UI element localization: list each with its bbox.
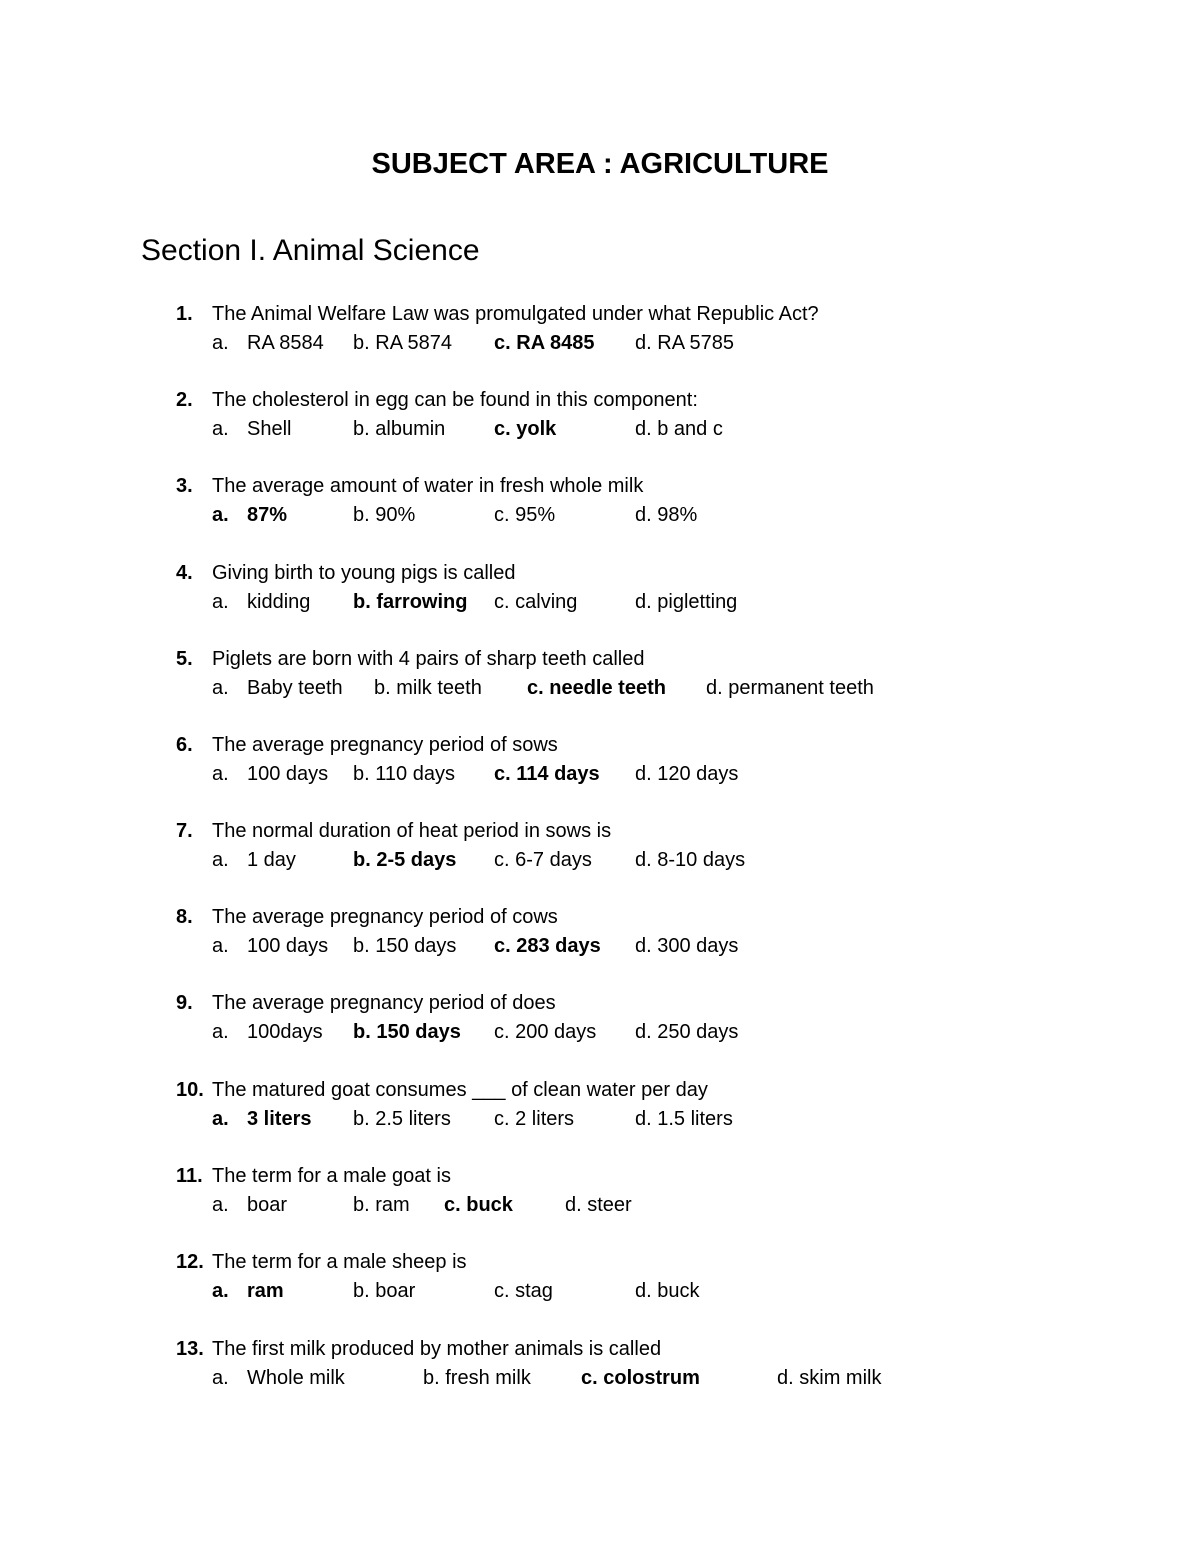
choice-text: steer bbox=[587, 1194, 632, 1216]
answer-choice bbox=[635, 1018, 738, 1046]
answer-choice bbox=[374, 674, 482, 702]
choice-letter: b. bbox=[353, 1021, 371, 1043]
choice-text: 2-5 days bbox=[376, 849, 457, 871]
choice-text: RA 8584 bbox=[247, 332, 324, 354]
choice-letter: c. bbox=[494, 849, 510, 871]
choice-letter: d. bbox=[635, 1280, 652, 1302]
choice-text: 2.5 liters bbox=[375, 1108, 451, 1130]
answer-choice bbox=[212, 1018, 323, 1046]
choice-letter: c. bbox=[494, 1108, 510, 1130]
answer-choice bbox=[353, 415, 445, 443]
choice-letter: c. bbox=[494, 935, 511, 957]
choice-letter: c. bbox=[494, 504, 510, 526]
choice-text: boar bbox=[247, 1194, 288, 1216]
question-text: The average amount of water in fresh whole milk bbox=[212, 475, 644, 497]
choice-letter: a. bbox=[212, 849, 229, 871]
answer-choice bbox=[212, 674, 343, 702]
choice-text: 98% bbox=[657, 504, 698, 526]
answer-choice-correct bbox=[212, 501, 287, 529]
choice-letter: b. bbox=[423, 1367, 440, 1389]
answer-choice bbox=[494, 1018, 596, 1046]
choice-letter: c. bbox=[494, 1280, 510, 1302]
choice-letter: d. bbox=[777, 1367, 794, 1389]
choice-text: 150 days bbox=[376, 1021, 461, 1043]
question-number: 12. bbox=[176, 1251, 204, 1273]
answer-choice bbox=[494, 1105, 574, 1133]
choice-text: 100days bbox=[247, 1021, 323, 1043]
answer-choice bbox=[635, 1105, 733, 1133]
choice-letter: a. bbox=[212, 591, 229, 613]
question-text: The average pregnancy period of cows bbox=[212, 906, 558, 928]
choice-letter: d. bbox=[635, 504, 652, 526]
choice-text: stag bbox=[515, 1280, 553, 1302]
choice-letter: b. bbox=[374, 677, 391, 699]
choice-letter: d. bbox=[635, 935, 652, 957]
question-number: 10. bbox=[176, 1079, 204, 1101]
choice-letter: a. bbox=[212, 763, 229, 785]
answer-choice bbox=[777, 1364, 881, 1392]
answer-choice bbox=[635, 846, 745, 874]
answer-choice bbox=[212, 329, 324, 357]
choice-letter: d. bbox=[635, 418, 652, 440]
choice-letter: d. bbox=[635, 849, 652, 871]
answer-choice bbox=[212, 1191, 287, 1219]
question-number: 3. bbox=[176, 475, 193, 497]
answer-choice bbox=[423, 1364, 531, 1392]
choice-text: pigletting bbox=[657, 591, 738, 613]
question-item bbox=[0, 1076, 1200, 1136]
question-number: 7. bbox=[176, 820, 193, 842]
choice-letter: b. bbox=[353, 935, 370, 957]
choice-letter: d. bbox=[635, 763, 652, 785]
choice-text: RA 8485 bbox=[516, 332, 595, 354]
choice-text: colostrum bbox=[603, 1367, 700, 1389]
answer-choice bbox=[494, 846, 592, 874]
question-item bbox=[0, 472, 1200, 532]
answer-choice-correct bbox=[527, 674, 666, 702]
choice-letter: b. bbox=[353, 332, 370, 354]
answer-choice bbox=[635, 501, 697, 529]
choice-text: ram bbox=[375, 1194, 410, 1216]
choice-text: permanent teeth bbox=[728, 677, 874, 699]
answer-choice-correct bbox=[494, 415, 556, 443]
choice-text: b and c bbox=[657, 418, 723, 440]
question-number: 6. bbox=[176, 734, 193, 756]
choice-text: milk teeth bbox=[396, 677, 482, 699]
answer-choice bbox=[353, 1191, 410, 1219]
answer-choice bbox=[635, 1277, 700, 1305]
choice-letter: a. bbox=[212, 1194, 229, 1216]
choice-text: 87% bbox=[247, 504, 288, 526]
choice-letter: c. bbox=[494, 763, 511, 785]
choice-letter: c. bbox=[444, 1194, 461, 1216]
answer-choice-correct bbox=[353, 846, 456, 874]
choice-text: 100 days bbox=[247, 763, 329, 785]
answer-choice bbox=[212, 846, 296, 874]
choice-letter: d. bbox=[635, 1108, 652, 1130]
choice-letter: b. bbox=[353, 1108, 370, 1130]
question-item bbox=[0, 1248, 1200, 1308]
answer-choice-correct bbox=[212, 1105, 311, 1133]
answer-choice bbox=[494, 501, 555, 529]
question-item bbox=[0, 903, 1200, 963]
choice-letter: b. bbox=[353, 1280, 370, 1302]
question-number: 11. bbox=[176, 1165, 203, 1187]
choice-text: 200 days bbox=[515, 1021, 597, 1043]
choice-letter: c. bbox=[581, 1367, 598, 1389]
choice-text: 8-10 days bbox=[657, 849, 746, 871]
question-item bbox=[0, 386, 1200, 446]
answer-choice-correct bbox=[444, 1191, 513, 1219]
answer-choice-correct bbox=[494, 932, 601, 960]
choice-text: skim milk bbox=[799, 1367, 882, 1389]
choice-letter: a. bbox=[212, 1021, 229, 1043]
choice-text: Whole milk bbox=[247, 1367, 345, 1389]
answer-choice bbox=[212, 588, 310, 616]
answer-choice bbox=[212, 760, 328, 788]
choice-text: 114 days bbox=[516, 763, 600, 785]
question-item bbox=[0, 645, 1200, 705]
choice-text: 2 liters bbox=[515, 1108, 575, 1130]
question-text: The Animal Welfare Law was promulgated under what Republic Act? bbox=[212, 303, 819, 325]
answer-choice bbox=[706, 674, 874, 702]
choice-text: 3 liters bbox=[247, 1108, 312, 1130]
question-text: Piglets are born with 4 pairs of sharp teeth called bbox=[212, 648, 645, 670]
question-number: 9. bbox=[176, 992, 193, 1014]
question-item bbox=[0, 300, 1200, 360]
answer-choice bbox=[212, 932, 328, 960]
choice-text: 95% bbox=[515, 504, 556, 526]
choice-text: ram bbox=[247, 1280, 284, 1302]
answer-choice-correct bbox=[212, 1277, 284, 1305]
choice-text: fresh milk bbox=[445, 1367, 531, 1389]
choice-letter: d. bbox=[635, 591, 652, 613]
choice-text: 110 days bbox=[375, 763, 455, 785]
choice-letter: b. bbox=[353, 1194, 370, 1216]
choice-letter: d. bbox=[565, 1194, 582, 1216]
choice-text: 100 days bbox=[247, 935, 329, 957]
choice-letter: a. bbox=[212, 332, 229, 354]
choice-text: buck bbox=[466, 1194, 513, 1216]
question-number: 1. bbox=[176, 303, 193, 325]
choice-text: calving bbox=[515, 591, 578, 613]
question-number: 2. bbox=[176, 389, 193, 411]
choice-text: 150 days bbox=[375, 935, 457, 957]
section-heading: Section I. Animal Science bbox=[141, 234, 480, 267]
choice-text: 120 days bbox=[657, 763, 739, 785]
question-text: Giving birth to young pigs is called bbox=[212, 562, 516, 584]
question-item bbox=[0, 731, 1200, 791]
choice-text: farrowing bbox=[376, 591, 468, 613]
choice-text: 1.5 liters bbox=[657, 1108, 733, 1130]
choice-text: 90% bbox=[375, 504, 416, 526]
answer-choice bbox=[212, 1364, 345, 1392]
question-text: The normal duration of heat period in sows is bbox=[212, 820, 612, 842]
question-text: The average pregnancy period of does bbox=[212, 992, 556, 1014]
choice-letter: c. bbox=[494, 591, 510, 613]
choice-letter: d. bbox=[635, 1021, 652, 1043]
answer-choice bbox=[353, 760, 455, 788]
question-number: 5. bbox=[176, 648, 193, 670]
choice-letter: a. bbox=[212, 418, 229, 440]
question-item bbox=[0, 989, 1200, 1049]
answer-choice bbox=[635, 329, 734, 357]
choice-letter: a. bbox=[212, 1367, 229, 1389]
choice-letter: b. bbox=[353, 849, 371, 871]
choice-text: 1 day bbox=[247, 849, 296, 871]
choice-letter: b. bbox=[353, 504, 370, 526]
choice-text: RA 5785 bbox=[657, 332, 734, 354]
question-item bbox=[0, 817, 1200, 877]
choice-letter: b. bbox=[353, 418, 370, 440]
answer-choice bbox=[353, 932, 456, 960]
answer-choice bbox=[494, 1277, 553, 1305]
choice-letter: c. bbox=[494, 1021, 510, 1043]
choice-text: 6-7 days bbox=[515, 849, 592, 871]
choice-text: 250 days bbox=[657, 1021, 739, 1043]
choice-text: kidding bbox=[247, 591, 311, 613]
choice-letter: a. bbox=[212, 1280, 229, 1302]
question-text: The term for a male goat is bbox=[212, 1165, 451, 1187]
answer-choice bbox=[494, 588, 577, 616]
choice-text: Baby teeth bbox=[247, 677, 343, 699]
answer-choice bbox=[635, 415, 723, 443]
choice-text: yolk bbox=[516, 418, 557, 440]
choice-text: buck bbox=[657, 1280, 700, 1302]
choice-text: 283 days bbox=[516, 935, 601, 957]
answer-choice bbox=[565, 1191, 632, 1219]
question-item bbox=[0, 1162, 1200, 1222]
choice-letter: a. bbox=[212, 1108, 229, 1130]
question-text: The cholesterol in egg can be found in this component: bbox=[212, 389, 698, 411]
choice-text: albumin bbox=[375, 418, 446, 440]
answer-choice bbox=[353, 329, 452, 357]
choice-letter: a. bbox=[212, 935, 229, 957]
answer-choice bbox=[635, 932, 738, 960]
choice-text: boar bbox=[375, 1280, 416, 1302]
choice-text: needle teeth bbox=[549, 677, 666, 699]
answer-choice-correct bbox=[353, 588, 467, 616]
answer-choice bbox=[635, 588, 737, 616]
answer-choice bbox=[635, 760, 738, 788]
choice-letter: c. bbox=[494, 332, 511, 354]
answer-choice bbox=[212, 415, 291, 443]
question-text: The average pregnancy period of sows bbox=[212, 734, 558, 756]
answer-choice-correct bbox=[353, 1018, 461, 1046]
choice-letter: a. bbox=[212, 677, 229, 699]
question-number: 13. bbox=[176, 1338, 204, 1360]
answer-choice-correct bbox=[494, 329, 594, 357]
question-text: The first milk produced by mother animals is called bbox=[212, 1338, 662, 1360]
answer-choice bbox=[353, 501, 415, 529]
choice-letter: d. bbox=[706, 677, 723, 699]
question-number: 4. bbox=[176, 562, 193, 584]
question-number: 8. bbox=[176, 906, 193, 928]
choice-text: RA 5874 bbox=[375, 332, 452, 354]
question-text: The term for a male sheep is bbox=[212, 1251, 467, 1273]
question-item bbox=[0, 1335, 1200, 1395]
answer-choice-correct bbox=[494, 760, 600, 788]
choice-text: 300 days bbox=[657, 935, 739, 957]
answer-choice-correct bbox=[581, 1364, 700, 1392]
answer-choice bbox=[353, 1105, 451, 1133]
choice-letter: c. bbox=[527, 677, 544, 699]
choice-letter: b. bbox=[353, 763, 370, 785]
choice-text: Shell bbox=[247, 418, 292, 440]
choice-letter: d. bbox=[635, 332, 652, 354]
answer-choice bbox=[353, 1277, 415, 1305]
choice-letter: b. bbox=[353, 591, 371, 613]
question-item bbox=[0, 559, 1200, 619]
choice-letter: a. bbox=[212, 504, 229, 526]
page-title: SUBJECT AREA : AGRICULTURE bbox=[371, 148, 829, 180]
question-text: The matured goat consumes ___ of clean water per day bbox=[212, 1079, 708, 1101]
choice-letter: c. bbox=[494, 418, 511, 440]
